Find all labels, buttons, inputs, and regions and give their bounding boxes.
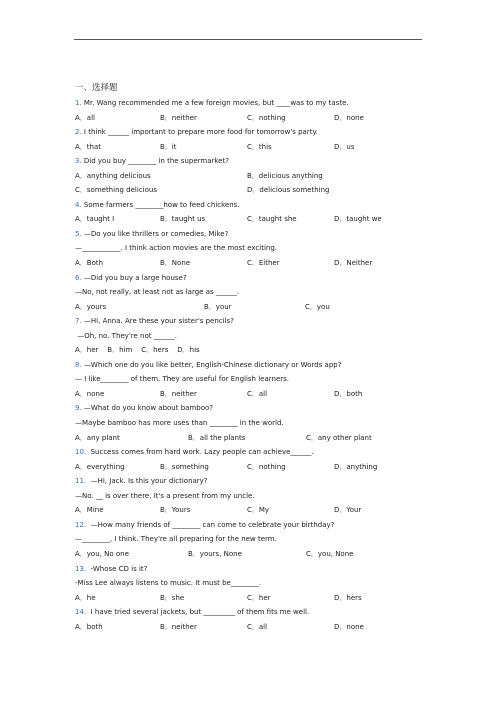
option: C．nothing [247,113,286,122]
question-text: -Whose CD is it? [86,564,148,573]
options-row [75,300,425,315]
question-number: 8. [75,360,82,369]
question-line [75,416,425,431]
option: B．neither [160,389,197,398]
option: D．hers [334,593,362,602]
option: B．it [160,142,177,151]
option: D．taught we [334,215,382,224]
question-number: 7. [75,317,82,326]
question-text: —Maybe bamboo has more uses than ________ in the world. [75,419,284,428]
option: A．you, No one [75,549,129,558]
option: A．yours [75,302,107,311]
option: D．Your [334,506,362,515]
question-line [75,285,425,300]
option: B．None [160,259,191,268]
option: A．everything [75,462,125,471]
options-row [75,111,425,126]
question-line [75,329,425,344]
question-number: 6. [75,273,82,282]
question-text: —Did you buy a large house? [81,273,187,282]
option: A．he [75,593,96,602]
question-text: —___________. I think action movies are the most exciting. [75,244,277,253]
question-line [75,125,425,140]
question-line [75,518,425,533]
question-number: 12. [75,520,87,529]
question-line [75,358,425,373]
question-text: —Hi, Anna. Are these your sister's pencils? [81,317,234,326]
question-number: 1. [75,99,82,107]
question-text: —Which one do you like better, English-Chinese dictionary or Words app? [81,360,342,369]
option: C．you, None [306,549,354,558]
question-number: 5. [75,229,82,238]
question-text: —How many friends of ________ can come to celebrate your birthday? [86,520,335,529]
option: D．none [334,622,364,631]
option: B．your [204,302,232,311]
option: B．she [160,593,185,602]
question-text: —Oh, no. They're not ______. [75,331,177,340]
question-number: 10. [75,448,87,457]
option: D．us [334,142,355,151]
question-line [75,96,425,111]
options-row [75,212,425,227]
option: B．delicious anything [247,171,323,180]
option: C．you [305,302,330,311]
question-number: 2. [75,128,82,137]
question-line [75,314,425,329]
option: D．delicious something [247,186,330,195]
options-row [75,140,425,155]
option: C．all [247,389,268,398]
option: B．neither [160,622,197,631]
question-line [75,271,425,286]
option: B．yours, None [188,549,242,558]
option: C．nothing [247,462,286,471]
question-number: 9. [75,404,82,413]
question-line [75,576,425,591]
options-row [75,169,425,184]
question-text: I have tried several jackets, but _________ of them fits me well. [86,608,310,617]
option: D．both [334,389,363,398]
option: C．any other plant [306,433,372,442]
question-text: I think ______ important to prepare more food for tomorrow's party. [81,128,318,137]
question-line [75,445,425,460]
option: A．anything delicious [75,171,151,180]
option: D．none [334,113,364,122]
option: B．all the plants [188,433,246,442]
option: C．My [247,506,270,515]
option: C．something delicious [75,186,157,195]
question-number: 14. [75,608,87,617]
question-number: 11. [75,477,87,486]
question-line [75,241,425,256]
options-row [75,591,425,606]
option: A．any plant [75,433,120,442]
question-line [75,562,425,577]
question-text: —No. __ is over there. It's a present from my uncle. [75,491,255,500]
option: A．both [75,622,103,631]
question-text: —Hi, Jack. Is this your dictionary? [86,477,208,486]
option: D．Neither [334,259,373,268]
question-number: 3. [75,157,82,166]
question-number: 4. [75,200,82,209]
option: A．all [75,113,95,122]
question-line [75,227,425,242]
question-line [75,372,425,387]
option: A．none [75,389,105,398]
options-row [75,460,425,475]
option: A．Both [75,259,104,268]
options-row [75,620,425,635]
question-line [75,489,425,504]
option: C．this [247,142,272,151]
option: C．her [247,593,271,602]
question-line [75,401,425,416]
question-text: Success comes from hard work. Lazy people can achieve______. [86,448,314,457]
question-text: Mr. Wang recommended me a few foreign movies, but ____was to my taste. [81,99,349,107]
question-line [75,532,425,547]
options-row [75,256,425,271]
options-row [75,547,425,562]
option: A．taught I [75,215,115,224]
question-text: —What do you know about bamboo? [81,404,213,413]
option: A．Mine [75,506,104,515]
question-text: -Miss Lee always listens to music. It must be________. [75,579,262,588]
question-text: Some farmers ________how to feed chickens. [81,200,240,209]
question-line [75,474,425,489]
option: C．taught she [247,215,297,224]
question-text: —________, I think. They're all preparing for the new term. [75,535,277,544]
question-text: —Do you like thrillers or comedies, Mike? [81,229,229,238]
option: A．her B．him C．hers D．his [75,346,200,355]
option: C．Either [247,259,280,268]
options-row [75,183,425,198]
option: B．taught us [160,215,206,224]
option: C．all [247,622,268,631]
options-row [75,503,425,518]
question-text: —No, not really, at least not as large as ______. [75,288,240,297]
question-line [75,605,425,620]
question-line [75,154,425,169]
header-rule [74,39,422,40]
question-line [75,198,425,213]
option: A．that [75,142,102,151]
options-row [75,343,425,358]
section-title: 一、选择题 [75,83,118,93]
options-row [75,431,425,446]
question-number: 13. [75,564,87,573]
question-text: Did you buy ________ in the supermarket? [81,157,229,166]
option: B．Yours [160,506,191,515]
question-text: — I like________ of them. They are useful for English learners. [75,375,290,384]
option: B．neither [160,113,197,122]
option: D．anything [334,462,378,471]
question-list [75,82,425,634]
option: B．something [160,462,209,471]
options-row [75,387,425,402]
